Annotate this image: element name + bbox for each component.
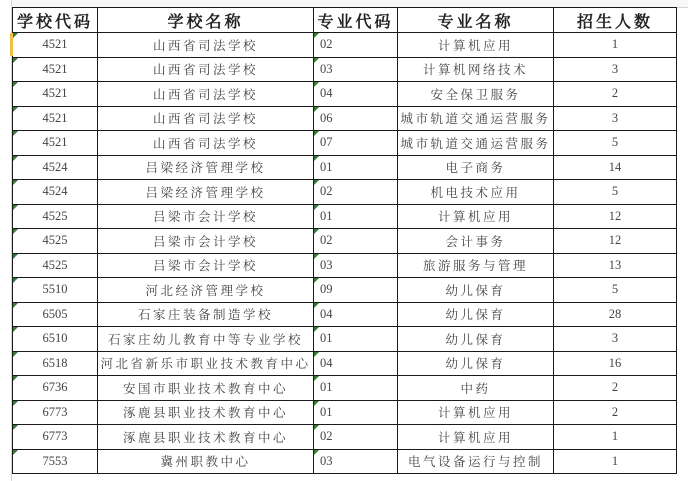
text-number-indicator-icon xyxy=(314,229,319,234)
text-number-indicator-icon xyxy=(13,450,18,455)
text-number-indicator-icon xyxy=(314,156,319,161)
cell-enrollment[interactable]: 16 xyxy=(554,351,677,376)
cell-major-code[interactable]: 07 xyxy=(314,131,398,156)
cell-school-name[interactable]: 吕梁市会计学校 xyxy=(98,253,314,278)
text-number-indicator-icon xyxy=(314,254,319,259)
cell-school-code[interactable]: 4525 xyxy=(13,253,98,278)
table-row xyxy=(13,229,677,254)
cell-enrollment[interactable]: 13 xyxy=(554,253,677,278)
cell-school-name[interactable]: 河北经济管理学校 xyxy=(98,278,314,303)
cell-school-code[interactable]: 4521 xyxy=(13,82,98,107)
table-row xyxy=(13,327,677,352)
cell-school-code[interactable]: 4524 xyxy=(13,180,98,205)
cell-major-code[interactable]: 02 xyxy=(314,425,398,450)
cell-school-name[interactable]: 河北省新乐市职业技术教育中心 xyxy=(98,351,314,376)
text-number-indicator-icon xyxy=(314,376,319,381)
cell-school-code[interactable]: 6510 xyxy=(13,327,98,352)
text-number-indicator-icon xyxy=(13,107,18,112)
cell-enrollment[interactable]: 2 xyxy=(554,400,677,425)
text-number-indicator-icon xyxy=(314,352,319,357)
header-school-code[interactable]: 学校代码 xyxy=(13,8,98,33)
cell-major-code[interactable]: 01 xyxy=(314,327,398,352)
cell-major-code[interactable]: 04 xyxy=(314,82,398,107)
table-row xyxy=(13,351,677,376)
text-number-indicator-icon xyxy=(314,180,319,185)
table-row xyxy=(13,131,677,156)
header-enrollment[interactable]: 招生人数 xyxy=(554,8,677,33)
table-row xyxy=(13,33,677,58)
cell-school-code[interactable]: 6773 xyxy=(13,425,98,450)
text-number-indicator-icon xyxy=(314,33,319,38)
cell-major-name[interactable]: 电子商务 xyxy=(398,155,554,180)
cell-major-name[interactable]: 计算机应用 xyxy=(398,204,554,229)
text-number-indicator-icon xyxy=(314,58,319,63)
cell-enrollment[interactable]: 14 xyxy=(554,155,677,180)
text-number-indicator-icon xyxy=(13,425,18,430)
cell-school-name[interactable]: 山西省司法学校 xyxy=(98,131,314,156)
text-number-indicator-icon xyxy=(13,352,18,357)
cell-enrollment[interactable]: 2 xyxy=(554,82,677,107)
cell-school-code[interactable]: 4521 xyxy=(13,57,98,82)
text-number-indicator-icon xyxy=(314,425,319,430)
table-row xyxy=(13,449,677,474)
enrollment-table xyxy=(12,7,677,474)
cell-major-name[interactable]: 城市轨道交通运营服务 xyxy=(398,131,554,156)
cell-major-name[interactable]: 计算机应用 xyxy=(398,400,554,425)
cell-school-name[interactable]: 山西省司法学校 xyxy=(98,33,314,58)
cell-school-name[interactable]: 涿鹿县职业技术教育中心 xyxy=(98,425,314,450)
text-number-indicator-icon xyxy=(13,254,18,259)
header-major-code[interactable]: 专业代码 xyxy=(314,8,398,33)
cell-major-code[interactable]: 01 xyxy=(314,400,398,425)
cell-school-name[interactable]: 山西省司法学校 xyxy=(98,106,314,131)
cell-enrollment[interactable]: 2 xyxy=(554,376,677,401)
cell-enrollment[interactable]: 12 xyxy=(554,229,677,254)
table-row xyxy=(13,155,677,180)
cell-enrollment[interactable]: 1 xyxy=(554,425,677,450)
cell-major-name[interactable]: 城市轨道交通运营服务 xyxy=(398,106,554,131)
text-number-indicator-icon xyxy=(314,278,319,283)
cell-major-code[interactable]: 01 xyxy=(314,376,398,401)
cell-major-code[interactable]: 01 xyxy=(314,155,398,180)
text-number-indicator-icon xyxy=(13,156,18,161)
table-row xyxy=(13,82,677,107)
text-number-indicator-icon xyxy=(314,450,319,455)
cell-enrollment[interactable]: 5 xyxy=(554,131,677,156)
cell-major-name[interactable]: 会计事务 xyxy=(398,229,554,254)
cell-school-code[interactable]: 4521 xyxy=(13,33,98,58)
cell-major-code[interactable]: 06 xyxy=(314,106,398,131)
text-number-indicator-icon xyxy=(13,58,18,63)
cell-enrollment[interactable]: 1 xyxy=(554,449,677,474)
table-row xyxy=(13,57,677,82)
table-body xyxy=(13,33,677,474)
text-number-indicator-icon xyxy=(13,327,18,332)
cell-major-name[interactable]: 电气设备运行与控制 xyxy=(398,449,554,474)
cell-school-name[interactable]: 安国市职业技术教育中心 xyxy=(98,376,314,401)
cell-major-name[interactable]: 机电技术应用 xyxy=(398,180,554,205)
text-number-indicator-icon xyxy=(13,131,18,136)
text-number-indicator-icon xyxy=(314,107,319,112)
cell-school-name[interactable]: 吕梁市会计学校 xyxy=(98,204,314,229)
cell-school-code[interactable]: 6736 xyxy=(13,376,98,401)
cell-major-name[interactable]: 计算机网络技术 xyxy=(398,57,554,82)
cell-major-name[interactable]: 计算机应用 xyxy=(398,425,554,450)
cell-school-code[interactable]: 5510 xyxy=(13,278,98,303)
text-number-indicator-icon xyxy=(314,131,319,136)
text-number-indicator-icon xyxy=(13,205,18,210)
cell-school-name[interactable]: 冀州职教中心 xyxy=(98,449,314,474)
cell-major-name[interactable]: 旅游服务与管理 xyxy=(398,253,554,278)
table-row xyxy=(13,400,677,425)
cell-major-code[interactable]: 02 xyxy=(314,33,398,58)
left-gutter xyxy=(0,0,12,481)
table-row xyxy=(13,253,677,278)
table-row xyxy=(13,180,677,205)
cell-enrollment[interactable]: 5 xyxy=(554,180,677,205)
cell-school-code[interactable]: 4525 xyxy=(13,229,98,254)
cell-major-code[interactable]: 03 xyxy=(314,57,398,82)
text-number-indicator-icon xyxy=(13,180,18,185)
cell-school-name[interactable]: 山西省司法学校 xyxy=(98,57,314,82)
cell-school-name[interactable]: 吕梁市会计学校 xyxy=(98,229,314,254)
cell-major-name[interactable]: 幼儿保育 xyxy=(398,327,554,352)
cell-major-code[interactable]: 01 xyxy=(314,204,398,229)
text-number-indicator-icon xyxy=(13,229,18,234)
cell-school-name[interactable]: 石家庄装备制造学校 xyxy=(98,302,314,327)
cell-major-code[interactable]: 09 xyxy=(314,278,398,303)
cell-school-name[interactable]: 吕梁经济管理学校 xyxy=(98,180,314,205)
cell-major-name[interactable]: 安全保卫服务 xyxy=(398,82,554,107)
text-number-indicator-icon xyxy=(13,376,18,381)
text-number-indicator-icon xyxy=(314,401,319,406)
table-row xyxy=(13,425,677,450)
cell-major-code[interactable]: 04 xyxy=(314,302,398,327)
cell-school-name[interactable]: 石家庄幼儿教育中等专业学校 xyxy=(98,327,314,352)
text-number-indicator-icon xyxy=(314,303,319,308)
cell-major-code[interactable]: 03 xyxy=(314,449,398,474)
cell-major-code[interactable]: 02 xyxy=(314,180,398,205)
cell-enrollment[interactable]: 12 xyxy=(554,204,677,229)
text-number-indicator-icon xyxy=(314,327,319,332)
cell-school-code[interactable]: 6773 xyxy=(13,400,98,425)
cell-major-code[interactable]: 03 xyxy=(314,253,398,278)
cell-enrollment[interactable]: 1 xyxy=(554,33,677,58)
cell-major-name[interactable]: 中药 xyxy=(398,376,554,401)
header-row xyxy=(13,8,677,33)
text-number-indicator-icon xyxy=(13,82,18,87)
text-number-indicator-icon xyxy=(13,278,18,283)
cell-major-name[interactable]: 幼儿保育 xyxy=(398,278,554,303)
header-school-name[interactable]: 学校名称 xyxy=(98,8,314,33)
cell-school-code[interactable]: 7553 xyxy=(13,449,98,474)
cell-enrollment[interactable]: 28 xyxy=(554,302,677,327)
cell-enrollment[interactable]: 3 xyxy=(554,57,677,82)
cell-school-code[interactable]: 6505 xyxy=(13,302,98,327)
cell-school-code[interactable]: 6518 xyxy=(13,351,98,376)
table-row xyxy=(13,106,677,131)
text-number-indicator-icon xyxy=(13,401,18,406)
text-number-indicator-icon xyxy=(314,82,319,87)
cell-major-name[interactable]: 幼儿保育 xyxy=(398,302,554,327)
cell-school-code[interactable]: 4521 xyxy=(13,106,98,131)
cell-school-name[interactable]: 涿鹿县职业技术教育中心 xyxy=(98,400,314,425)
table-row xyxy=(13,302,677,327)
header-major-name[interactable]: 专业名称 xyxy=(398,8,554,33)
table-row xyxy=(13,204,677,229)
cell-major-name[interactable]: 幼儿保育 xyxy=(398,351,554,376)
cell-enrollment[interactable]: 3 xyxy=(554,327,677,352)
active-cell-marker xyxy=(10,33,13,56)
table-row xyxy=(13,376,677,401)
cell-major-code[interactable]: 02 xyxy=(314,229,398,254)
cell-school-code[interactable]: 4525 xyxy=(13,204,98,229)
text-number-indicator-icon xyxy=(13,33,18,38)
cell-school-name[interactable]: 吕梁经济管理学校 xyxy=(98,155,314,180)
table-row xyxy=(13,278,677,303)
cell-enrollment[interactable]: 5 xyxy=(554,278,677,303)
cell-school-code[interactable]: 4521 xyxy=(13,131,98,156)
cell-major-code[interactable]: 04 xyxy=(314,351,398,376)
text-number-indicator-icon xyxy=(314,205,319,210)
cell-school-code[interactable]: 4524 xyxy=(13,155,98,180)
text-number-indicator-icon xyxy=(13,303,18,308)
cell-major-name[interactable]: 计算机应用 xyxy=(398,33,554,58)
cell-enrollment[interactable]: 3 xyxy=(554,106,677,131)
cell-school-name[interactable]: 山西省司法学校 xyxy=(98,82,314,107)
